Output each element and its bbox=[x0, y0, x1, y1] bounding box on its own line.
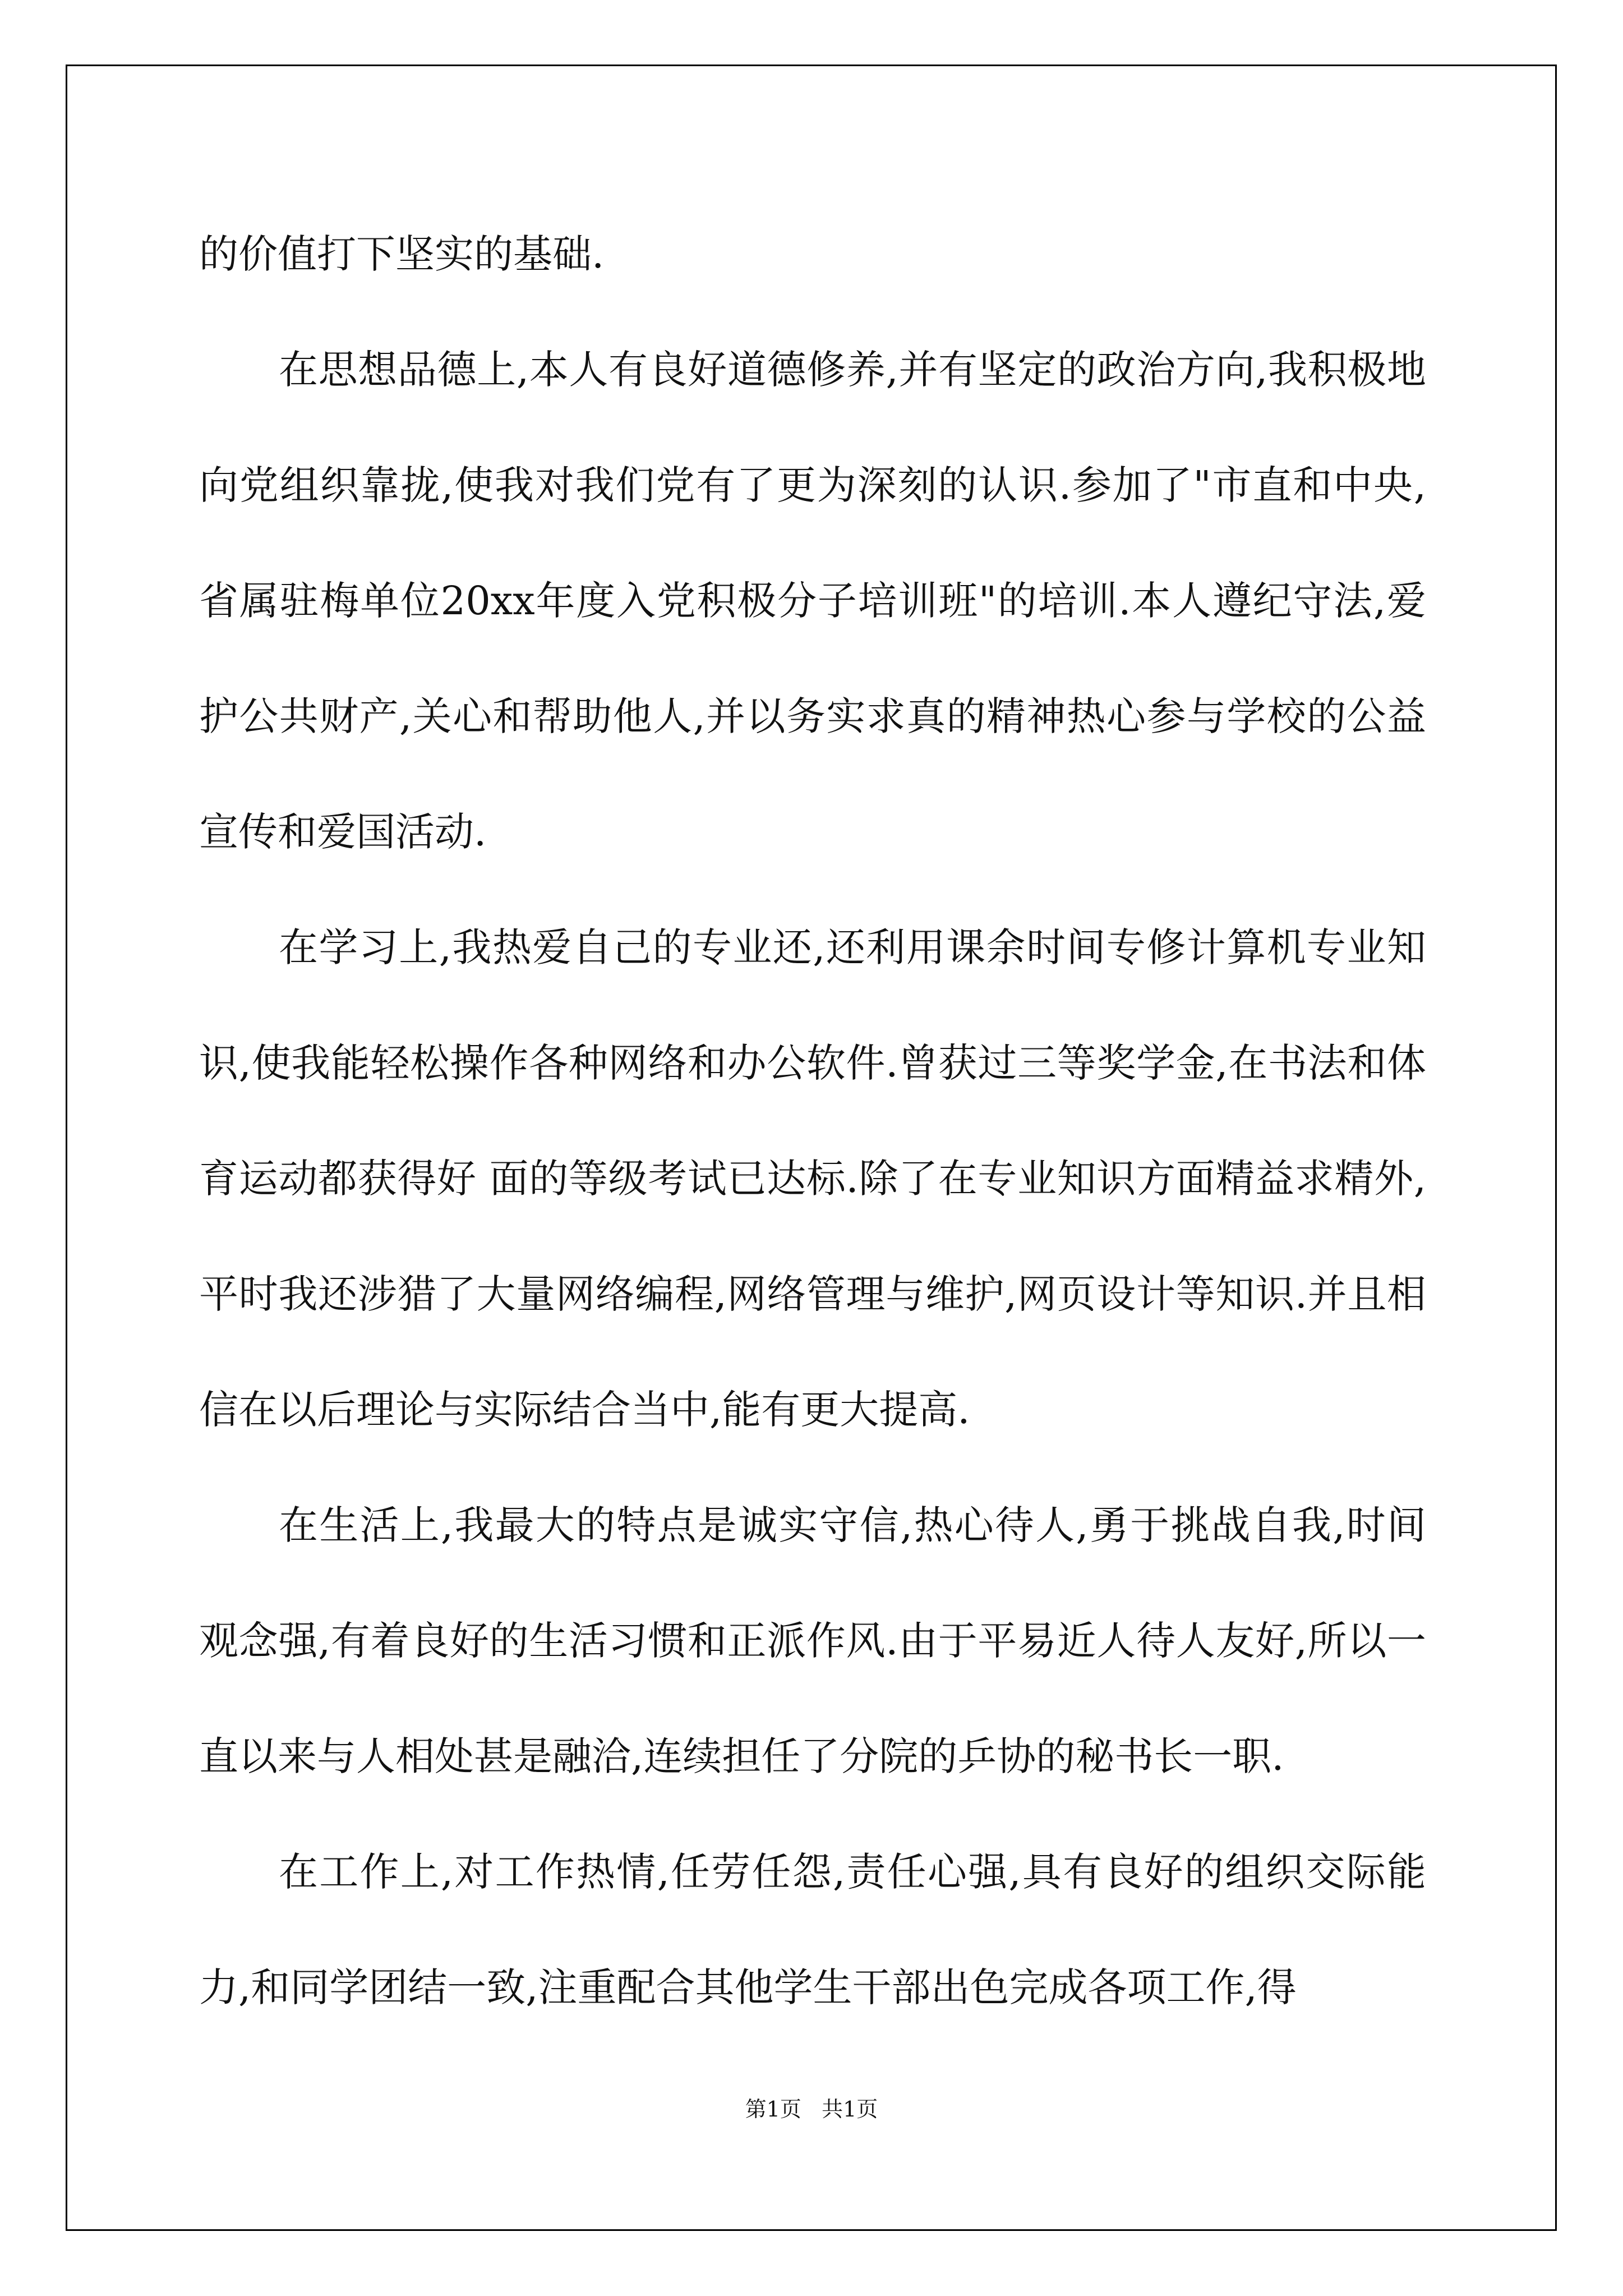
page-number-footer: 第1页 共1页 bbox=[745, 2097, 878, 2122]
paragraph: 在思想品德上,本人有良好道德修养,并有坚定的政治方向,我积极地向党组织靠拢,使我对我们党有了更为深刻的认识.参加了"市直和中央,省属驻梅单位20xx年度入党积极分子培训班"的培训.本人遵纪守法,爱护公共财产,关心和帮助他人,并以务实求真的精神热心参与学校的公益宣传和爱国活动. bbox=[199, 347, 1426, 855]
paragraph: 在工作上,对工作热情,任劳任怨,责任心强,具有良好的组织交际能力,和同学团结一致,注重配合其他学生干部出色完成各项工作,得 bbox=[199, 1849, 1426, 2010]
paragraph: 在学习上,我热爱自己的专业还,还利用课余时间专修计算机专业知识,使我能轻松操作各种网络和办公软件.曾获过三等奖学金,在书法和体育运动都获得好 面的等级考试已达标.除了在专业知识方面精益求精外,平时我还涉猎了大量网络编程,网络管理与维护,网页设计等知识.并且相信在以后理论与实际结合当中,能有更大提高. bbox=[199, 924, 1426, 1433]
document-body bbox=[199, 196, 1426, 2045]
paragraph: 的价值打下坚实的基础. bbox=[199, 231, 605, 277]
paragraph: 在生活上,我最大的特点是诚实守信,热心待人,勇于挑战自我,时间观念强,有着良好的生活习惯和正派作风.由于平易近人待人友好,所以一直以来与人相处甚是融洽,连续担任了分院的乒协的秘书长一职. bbox=[199, 1502, 1426, 1779]
